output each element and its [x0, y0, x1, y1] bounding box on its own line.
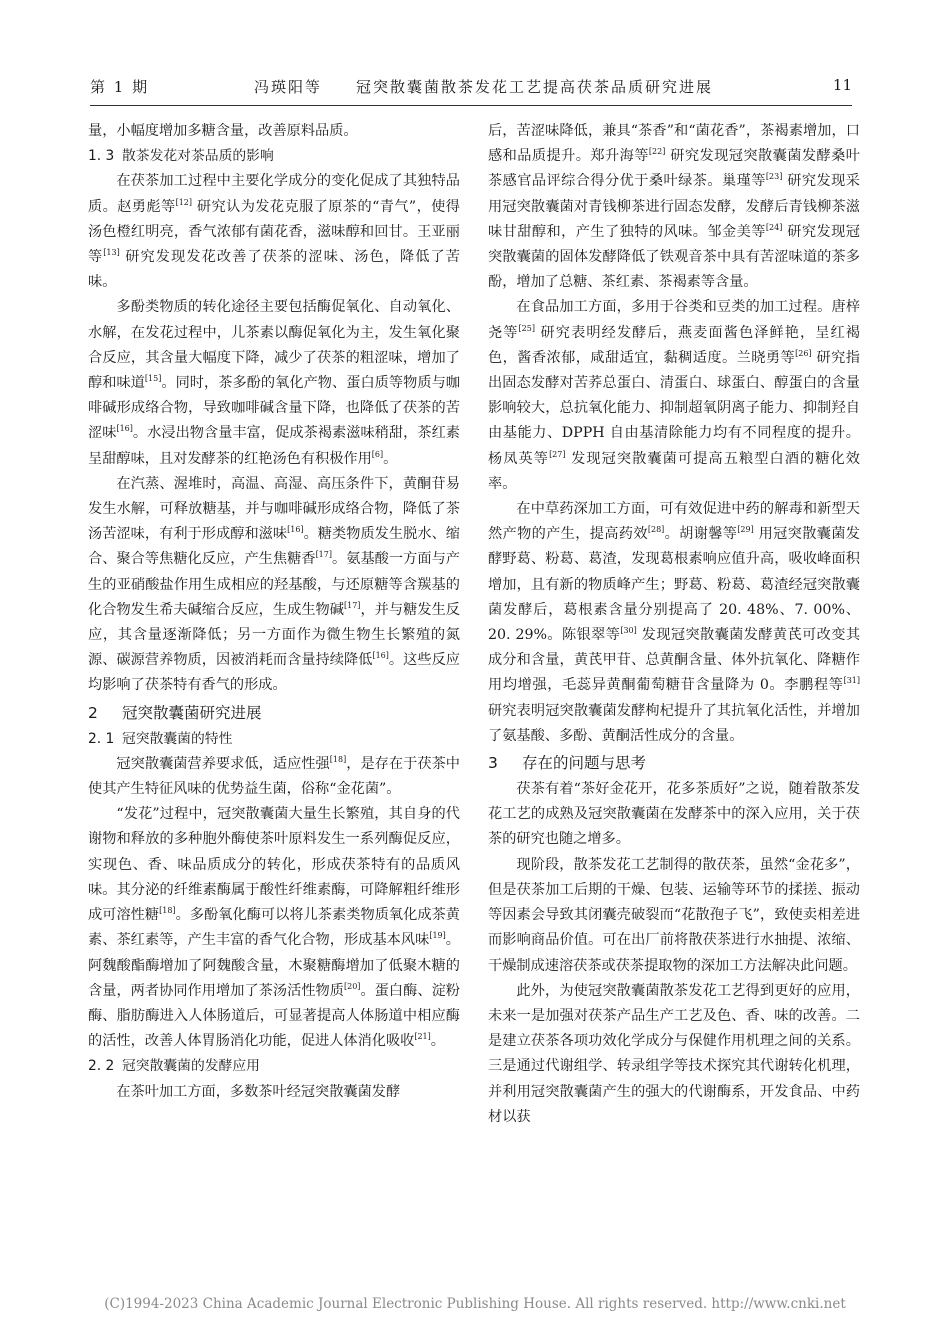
citation: [26] — [795, 348, 812, 358]
section-heading-3: 3 存在的问题与思考 — [488, 754, 647, 773]
paragraph — [488, 119, 860, 295]
citation: [20] — [344, 981, 361, 991]
paragraph: 量，小幅度增加多糖含量，改善原料品质。 — [88, 123, 358, 139]
citation: [18] — [329, 754, 347, 764]
paragraph — [88, 169, 460, 295]
page-number: 11 — [832, 76, 852, 94]
text-run: 。同时，茶多酚的氧化产物、蛋白质等物质与咖啡碱形成络合物，导致咖啡碱含量下降，也降低了茯茶的苦涩味 — [88, 375, 460, 442]
citation: [19] — [429, 931, 446, 941]
citation: [6] — [371, 449, 384, 459]
text-run: 研究发现发花改善了茯茶的涩味、汤色，降低了苦味。 — [88, 249, 460, 291]
text-run: “发花”过程中，冠突散囊菌大量生长繁殖，其自身的代谢物和释放的多种胞外酶使茶叶原料发生一系列酶促反应，实现色、香、味品质成分的转化，形成茯茶特有的品质风味。其分泌的纤维素酶属于酸性纤维素酶，可降解粗纤维形成可溶性糖 — [88, 806, 460, 924]
paragraph: 此外，为使冠突散囊菌散茶发花工艺得到更好的应用，未来一是加强对茯茶产品生产工艺及色、香、味的改善。二是建立茯茶各项功效化学成分与保健作用机理之间的关系。三是通过代谢组学、转录组学等技术探究其代谢转化机理，并利用冠突散囊菌产生的强大的代谢酶系，开发食品、中药材以获 — [488, 982, 860, 1125]
text-run: 。糖类物质发生脱水、缩合、聚合等焦糖化反应，产生焦糖香 — [88, 526, 460, 568]
citation: [22] — [648, 147, 666, 157]
paragraph — [88, 472, 460, 699]
text-run: 。氨基酸一方面与产生的亚硝酸盐作用生成相应的羟基酸，与还原糖等含羰基的化合物发生希夫碱缩合反应，生成生物碱 — [88, 551, 460, 618]
citation: [25] — [518, 323, 535, 333]
citation: [17] — [315, 550, 332, 560]
section-heading-1-3: 1. 3 散茶发花对茶品质的影响 — [88, 148, 274, 165]
running-header — [90, 76, 852, 100]
text-run: 。胡谢馨等 — [664, 526, 738, 543]
citation: [29] — [737, 525, 754, 535]
paragraph — [488, 497, 860, 749]
citation: [16] — [116, 424, 133, 434]
paragraph: 现阶段，散茶发花工艺制得的散茯茶，虽然“金花多”，但是茯茶加工后期的干燥、包装、运输等环节的揉搓、振动等因素会导致其闭囊壳破裂而“花散孢子飞”，致使卖相差进而影响商品价值。可在出厂前将散茯茶进行水抽提、浓缩、干燥制成速溶茯茶或茯茶提取物的深加工方法解决此问题。 — [488, 856, 860, 974]
running-title: 冯瑛阳等 冠突散囊菌散茶发花工艺提高茯茶品质研究进展 — [254, 78, 714, 96]
text-run: 。多酚氧化酶可以将儿茶素类物质氧化成茶黄素、茶红素等，产生丰富的香气化合物，形成基本风味 — [88, 907, 460, 949]
text-run: 发现冠突散囊菌发酵黄芪可改变其成分和含量，黄芪甲苷、总黄酮含量、体外抗氧化、降糖作用均增强，毛蕊异黄酮葡萄糖苷含量降为 0。李鹏程等 — [488, 627, 861, 694]
citation: [28] — [647, 525, 665, 535]
text-run: 。 — [383, 450, 398, 467]
text-run: 在食品加工方面，多用于谷类和豆类的加工过程。唐梓尧等 — [488, 299, 860, 341]
text-run: 研究发现冠突散囊菌的固体发酵降低了铁观音茶中具有苦涩味道的茶多酚，增加了总糖、茶红素、茶褐素等含量。 — [488, 223, 860, 291]
section-heading-2: 2 冠突散囊菌研究进展 — [88, 703, 262, 722]
text-run: ，是存在于茯茶中使其产生特征风味的优势益生菌，俗称“金花菌”。 — [88, 755, 460, 798]
paragraph — [88, 802, 460, 1054]
citation: [27] — [549, 449, 566, 459]
citation: [17] — [344, 600, 361, 610]
paragraph — [488, 295, 860, 497]
text-run: 研究指出固态发酵对苦荞总蛋白、清蛋白、球蛋白、醇蛋白的含量影响较大，总抗氧化能力、抑制超氧阴离子能力、抑制羟自由基能力、DPPH 自由基清除能力均有不同程度的提升。杨凤英等 — [488, 349, 860, 467]
text-run: 。 — [430, 1033, 445, 1050]
citation: [31] — [843, 676, 860, 686]
copyright-footer: (C)1994-2023 China Academic Journal Electronic Publishing House. All rights reserved. http://www.cnki.net — [104, 1296, 846, 1312]
text-run: 研究发现采用冠突散囊菌对青钱柳茶进行固态发酵，发酵后青钱柳茶滋味甘甜醇和，产生了独特的风味。邹金美等 — [488, 173, 860, 240]
paragraph: 茯茶有着“茶好金花开，花多茶质好”之说，随着散茶发花工艺的成熟及冠突散囊菌在发酵茶中的深入应用，关于茯茶的研究也随之增多。 — [488, 781, 860, 848]
citation: [15] — [144, 374, 162, 384]
citation: [21] — [414, 1032, 431, 1042]
text-run: ，并与糖发生反应，其含量逐渐降低；另一方面作为微生物生长繁殖的氮源、碳源营养物质，因被消耗而含量持续降低 — [88, 601, 460, 669]
text-run: 后，苦涩味降低，兼具“茶香”和“菌花香”，茶褐素增加，口感和品质提升。郑升海等 — [488, 123, 860, 165]
citation: [13] — [103, 248, 120, 258]
text-run: 用冠突散囊菌发酵野葛、粉葛、葛渣，发现葛根素响应值升高，吸收峰面积增加，且有新的物质峰产生；野葛、粉葛、葛渣经冠突散囊菌发酵后，葛根素含量分别提高了 20. 48%、7. 00%、20. 29%。陈银翠等 — [488, 526, 860, 644]
text-run: 冠突散囊菌营养要求低，适应性强 — [116, 755, 330, 772]
paragraph — [88, 752, 460, 802]
paragraph: 在茶叶加工方面，多数茶叶经冠突散囊菌发酵 — [116, 1083, 401, 1100]
citation: [30] — [620, 626, 637, 636]
text-run: 研究表明冠突散囊菌发酵枸杞提升了其抗氧化活性，并增加了氨基酸、多酚、黄酮活性成分的含量。 — [488, 702, 860, 744]
text-run: 在中草药深加工方面，可有效促进中药的解毒和新型天然产物的产生，提高药效 — [488, 501, 860, 543]
text-run: 研究表明经发酵后，燕麦面酱色泽鲜艳，呈红褐色，酱香浓郁，咸甜适宜，黏稠适度。兰晓勇等 — [488, 324, 860, 366]
citation: [16] — [287, 525, 304, 535]
citation: [24] — [765, 222, 783, 232]
text-run: 多酚类物质的转化途径主要包括酶促氧化、自动氧化、水解，在发花过程中，儿茶素以酶促氧化为主，发生氧化聚合反应，其含量大幅度下降，减少了茯茶的粗涩味，增加了醇和味道 — [88, 299, 460, 392]
section-heading-2-2: 2. 2 冠突散囊菌的发酵应用 — [88, 1058, 260, 1075]
text-run: 。阿魏酸酯酶增加了阿魏酸含量，木聚糖酶增加了低聚木糖的含量，两者协同作用增加了茶汤活性物质 — [88, 932, 460, 999]
right-column — [488, 119, 860, 1130]
citation: [23] — [765, 172, 783, 182]
text-run: 发现冠突散囊菌可提高五粮型白酒的糖化效率。 — [488, 450, 860, 492]
text-run: 在茯茶加工过程中主要化学成分的变化促成了其独特品质。赵勇彪等 — [88, 173, 460, 215]
section-heading-2-1: 2. 1 冠突散囊菌的特性 — [88, 730, 233, 747]
text-run: 。水浸出物含量丰富，促成茶褐素滋味稍甜，茶红素呈甜醇味，且对发酵茶的红艳汤色有积极作用 — [88, 425, 460, 467]
paragraph — [88, 295, 460, 471]
text-run: 。蛋白酶、淀粉酶、脂肪酶进入人体肠道后，可显著提高人体肠道中相应酶的活性，改善人体胃肠消化功能，促进人体消化吸收 — [88, 982, 460, 1050]
text-run: 研究认为发花克服了原茶的“青气”，使得汤色橙红明亮，香气浓郁有菌花香，滋味醇和回甘。王亚丽等 — [88, 198, 460, 266]
issue-label: 第 1 期 — [90, 78, 150, 96]
citation: [18] — [159, 906, 176, 916]
text-run: 。这些反应均影响了茯茶特有香气的形成。 — [88, 652, 460, 694]
header-rule — [90, 105, 852, 106]
citation: [16] — [372, 651, 389, 661]
left-column — [88, 119, 460, 1105]
text-run: 研究发现冠突散囊菌发酵桑叶茶感官品评综合得分优于桑叶绿茶。巢瑾等 — [488, 148, 860, 190]
text-run: 在汽蒸、渥堆时，高温、高湿、高压条件下，黄酮苷易发生水解，可释放糖基，并与咖啡碱形成络合物，降低了茶汤苦涩味，有利于形成醇和滋味 — [88, 475, 460, 543]
citation: [12] — [175, 197, 192, 207]
